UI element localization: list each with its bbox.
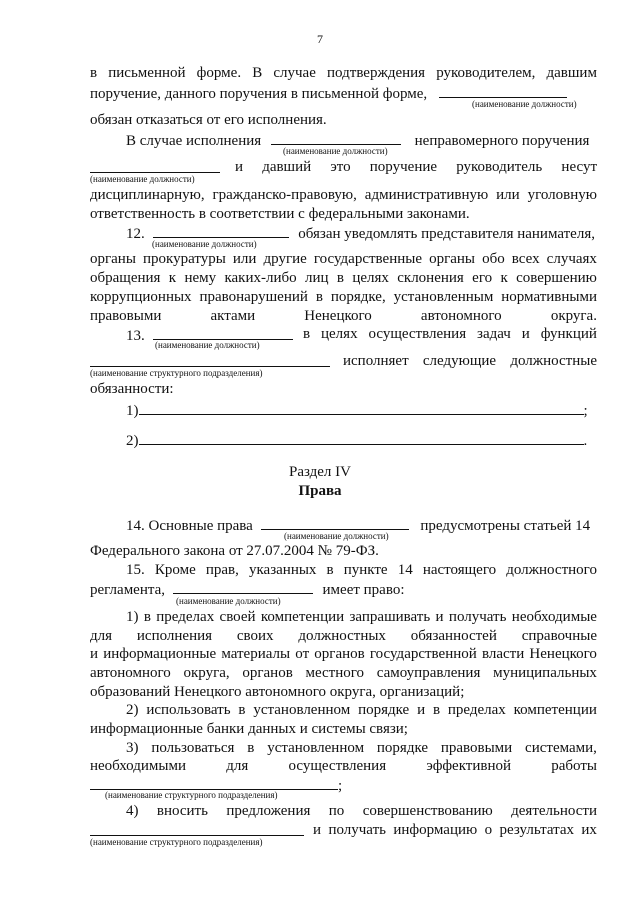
field-caption: (наименование должности) [155, 340, 260, 350]
word: информационные [103, 646, 217, 662]
text-line: 12. обязан уведомлять представителя нанимателя, [126, 223, 595, 243]
word: целях [321, 326, 358, 342]
word: совершенствованию [362, 803, 493, 819]
section-title: Права [298, 483, 342, 499]
word: случае [273, 65, 316, 81]
word: к [500, 270, 508, 286]
word: и [435, 609, 444, 625]
word: Ненецкого [304, 308, 372, 324]
word: его [472, 270, 493, 286]
text-line [90, 250, 597, 268]
word: случаях [546, 251, 597, 267]
word: пользоваться [151, 740, 235, 756]
text-line [90, 307, 597, 325]
word: несут [561, 159, 597, 175]
word: запрашивать [349, 609, 431, 625]
word: органов [242, 665, 293, 681]
list-item: 2) . [126, 430, 587, 450]
word: правовыми [90, 308, 162, 324]
word: своей [219, 609, 256, 625]
text-line [90, 627, 597, 645]
word: порядке [358, 702, 410, 718]
word: форме. [196, 65, 242, 81]
list-item: 1) ; [126, 400, 588, 420]
word: обращения [90, 270, 161, 286]
word: указанных [248, 562, 317, 578]
field-caption: (наименование структурного подразделения) [90, 837, 263, 847]
word: установленным [393, 289, 494, 305]
page-number: 7 [317, 32, 323, 46]
word: власти [481, 646, 525, 662]
text-line: образований Ненецкого автономного округа, организаций; [90, 684, 465, 700]
field-caption: (наименование должности) [90, 174, 195, 184]
word: и [521, 326, 530, 342]
word: лиц [305, 270, 329, 286]
word: и [313, 822, 322, 838]
blank-field[interactable] [90, 352, 330, 367]
word: коррупционных [90, 289, 192, 305]
blank-field[interactable] [90, 158, 220, 173]
word: поручение [369, 159, 438, 175]
word: 1) [126, 609, 139, 625]
word: нормативными [501, 289, 597, 305]
word: эффективной [426, 758, 512, 774]
blank-field[interactable] [153, 223, 289, 238]
word: в [238, 702, 246, 718]
word: или [496, 187, 520, 203]
word: государственной [369, 646, 477, 662]
word: автономного [90, 665, 171, 681]
word: их [581, 822, 597, 838]
text-line: В случае исполнения неправомерного поручения [126, 130, 589, 150]
section-heading: Раздел IV [288, 464, 351, 480]
word: по [328, 803, 345, 819]
word: обо [482, 251, 505, 267]
word: каких-либо [224, 270, 297, 286]
word: 4) [126, 803, 139, 819]
text-line [90, 186, 597, 204]
word: справочные [521, 628, 597, 644]
blank-field[interactable] [153, 325, 293, 340]
word: порядке [376, 740, 429, 756]
word: и [417, 702, 426, 718]
word: пределах [447, 702, 506, 718]
word: необходимые [511, 609, 597, 625]
text-line [126, 701, 597, 719]
word: установленном [253, 702, 351, 718]
word: давший [262, 159, 312, 175]
field-caption: (наименование должности) [284, 531, 389, 541]
word: в [90, 65, 98, 81]
word: системами, [525, 740, 597, 756]
word: функций [540, 326, 597, 342]
word: информацию [393, 822, 478, 838]
word: своих [236, 628, 274, 644]
word: муниципальных [493, 665, 597, 681]
word: гражданско-правовую, [212, 187, 357, 203]
word: установленном [267, 740, 365, 756]
word: компетенции [260, 609, 345, 625]
text-line [126, 608, 597, 626]
blank-field[interactable] [271, 130, 401, 145]
word: должностные [510, 353, 597, 369]
word: в [432, 702, 441, 718]
word: исполнения [136, 628, 213, 644]
text-line [126, 561, 597, 579]
text-line [90, 64, 597, 82]
word: должностного [506, 562, 597, 578]
text-line [90, 757, 597, 775]
text-line: поручение, данного поручения в письменной форме, [90, 83, 567, 103]
blank-field[interactable] [439, 83, 567, 98]
word: получать [328, 822, 386, 838]
word: результатах [499, 822, 574, 838]
blank-field[interactable] [90, 821, 304, 836]
word: настоящего [422, 562, 497, 578]
text-line: ответственность в соответствии с федеральными законами. [90, 206, 470, 222]
word: в [326, 562, 334, 578]
word: задач [477, 326, 511, 342]
blank-field[interactable] [173, 579, 313, 594]
text-line [90, 664, 597, 682]
word: 15. [126, 562, 145, 578]
text-line [343, 352, 597, 370]
word: следующие [422, 353, 497, 369]
text-line [126, 739, 597, 757]
text-line: регламента, имеет право: [90, 579, 405, 599]
text-line [313, 821, 597, 839]
text-line [126, 802, 597, 820]
word: в [143, 609, 151, 625]
word: в [315, 289, 323, 305]
blank-field[interactable] [261, 515, 409, 530]
text-line: 14. Основные права предусмотрены статьей 14 [126, 515, 590, 535]
word: необходимыми [90, 758, 186, 774]
word: актами [210, 308, 256, 324]
word: исполняет [343, 353, 409, 369]
word: органы [90, 251, 136, 267]
word: прокуратуры [143, 251, 226, 267]
word: подтверждения [327, 65, 426, 81]
word: государственные [313, 251, 422, 267]
text-line: Федерального закона от 27.07.2004 № 79-ФЗ. [90, 543, 379, 559]
text-line [90, 269, 597, 287]
word: к [168, 270, 177, 286]
word: 2) [126, 702, 139, 718]
word: материалы [221, 646, 291, 662]
field-caption: (наименование структурного подразделения) [105, 790, 278, 800]
word: и [90, 646, 99, 662]
word: в [247, 740, 255, 756]
word: обязанностей [410, 628, 497, 644]
word: о [484, 822, 493, 838]
word: 3) [126, 740, 139, 756]
text-line [90, 645, 597, 663]
text-line: 13. [126, 325, 305, 345]
word: осуществления [288, 758, 387, 774]
word: вносить [156, 803, 208, 819]
word: совершению [516, 270, 597, 286]
word: 14 [397, 562, 413, 578]
text-line: обязанности: [90, 381, 174, 397]
word: Кроме [154, 562, 196, 578]
word: правонарушений [199, 289, 308, 305]
blank-field[interactable] [90, 775, 338, 790]
word: давшим [546, 65, 597, 81]
blank-field[interactable] [139, 400, 584, 415]
word: в [336, 270, 344, 286]
word: склонения [397, 270, 464, 286]
word: нему [184, 270, 217, 286]
word: самоуправления [376, 665, 481, 681]
word: порядке, [330, 289, 386, 305]
field-caption: (наименование должности) [472, 99, 577, 109]
blank-field[interactable] [139, 430, 584, 445]
word: пределах [156, 609, 215, 625]
word: предложения [226, 803, 311, 819]
word: это [330, 159, 351, 175]
word: уголовную [527, 187, 597, 203]
word: деятельности [511, 803, 597, 819]
text-line: ; [90, 775, 342, 795]
word: руководителем, [436, 65, 536, 81]
word: Ненецкого [529, 646, 597, 662]
word: другие [263, 251, 307, 267]
word: от [295, 646, 310, 662]
word: округа, [183, 665, 230, 681]
word: осуществления [368, 326, 467, 342]
word: пункте [343, 562, 388, 578]
word: прав, [205, 562, 239, 578]
text-line: обязан отказаться от его исполнения. [90, 112, 327, 128]
word: должностных [298, 628, 386, 644]
word: компетенции [513, 702, 597, 718]
word: работы [551, 758, 597, 774]
word: руководитель [456, 159, 543, 175]
word: дисциплинарную, [90, 187, 205, 203]
word: использовать [146, 702, 231, 718]
word: получать [448, 609, 507, 625]
word: органов [314, 646, 365, 662]
word: округа. [550, 308, 597, 324]
field-caption: (наименование должности) [176, 596, 281, 606]
word: правовыми [440, 740, 513, 756]
field-caption: (наименование должности) [152, 239, 257, 249]
word: в [303, 326, 311, 342]
word: для [90, 628, 113, 644]
word: всех [511, 251, 540, 267]
word: письменной [108, 65, 186, 81]
field-caption: (наименование структурного подразделения) [90, 368, 263, 378]
word: и [235, 159, 244, 175]
word: для [226, 758, 249, 774]
word: административную [364, 187, 489, 203]
field-caption: (наименование должности) [283, 146, 388, 156]
text-line [303, 325, 597, 343]
word: местного [305, 665, 365, 681]
word: В [252, 65, 263, 81]
text-line [90, 288, 597, 306]
text-line [235, 158, 597, 176]
text-line: информационные банки данных и системы связи; [90, 721, 408, 737]
word: целях [352, 270, 389, 286]
word: органы [429, 251, 475, 267]
word: или [232, 251, 257, 267]
word: автономного [420, 308, 502, 324]
